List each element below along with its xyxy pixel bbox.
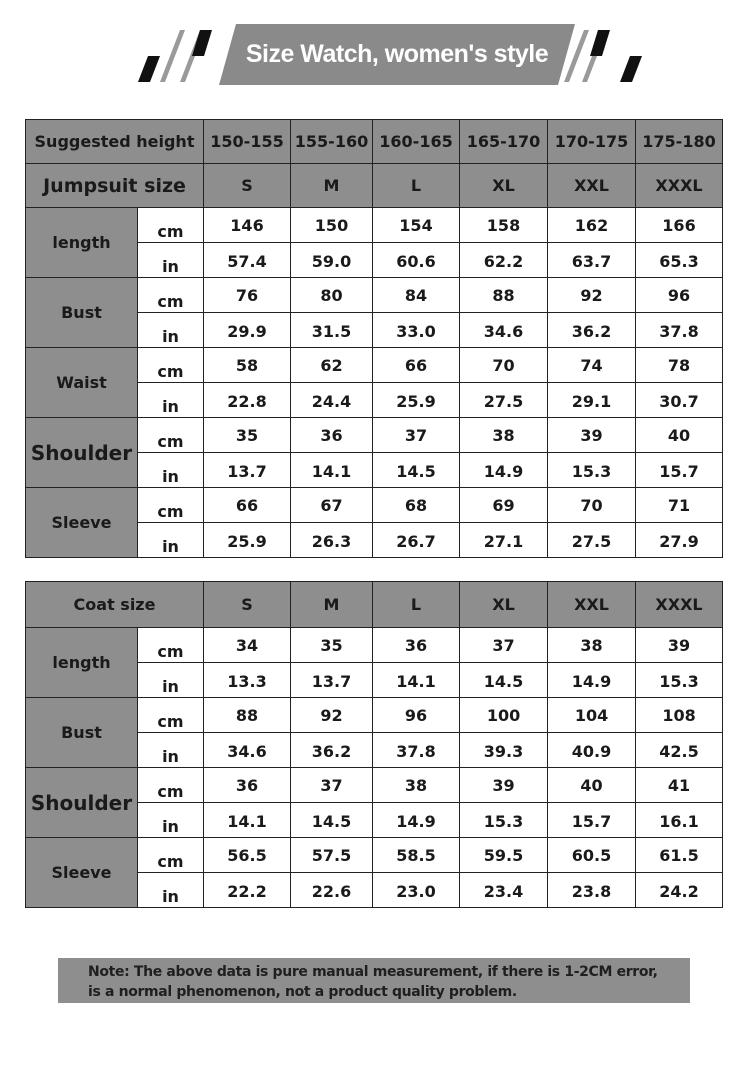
unit-in-label: in — [138, 243, 204, 278]
unit-in-label: in — [138, 313, 204, 348]
table-cell: 166 — [636, 208, 723, 243]
table-cell: 62 — [291, 348, 373, 383]
table-cell: 38 — [460, 418, 548, 453]
size-header-row — [26, 164, 723, 208]
note-line-2: is a normal phenomenon, not a product quality problem. — [88, 984, 517, 1000]
jumpsuit-size-table — [25, 119, 723, 558]
table-row-cm — [26, 418, 723, 453]
table-cell: 34.6 — [460, 313, 548, 348]
table-cell: 84 — [373, 278, 460, 313]
height-range-cell: 150-155 — [204, 120, 291, 164]
table-cell: 69 — [460, 488, 548, 523]
table-cell: 36 — [204, 768, 291, 803]
table-cell: 34 — [204, 628, 291, 663]
size-header-cell: XXL — [548, 582, 636, 628]
measurement-note — [58, 958, 690, 1003]
table-cell: 15.3 — [636, 663, 723, 698]
table-cell: 27.5 — [460, 383, 548, 418]
table-cell: 25.9 — [373, 383, 460, 418]
table-cell: 14.5 — [373, 453, 460, 488]
table-cell: 88 — [204, 698, 291, 733]
table-cell: 38 — [373, 768, 460, 803]
table-row-cm — [26, 628, 723, 663]
unit-cm-label: cm — [138, 488, 204, 523]
table-cell: 27.1 — [460, 523, 548, 558]
table-cell: 60.6 — [373, 243, 460, 278]
table-cell: 59.5 — [460, 838, 548, 873]
table-cell: 38 — [548, 628, 636, 663]
table-cell: 23.4 — [460, 873, 548, 908]
height-range-cell: 165-170 — [460, 120, 548, 164]
table-cell: 29.9 — [204, 313, 291, 348]
table-cell: 41 — [636, 768, 723, 803]
height-range-cell: 170-175 — [548, 120, 636, 164]
suggested-height-label: Suggested height — [26, 120, 204, 164]
table-cell: 158 — [460, 208, 548, 243]
unit-in-label: in — [138, 803, 204, 838]
table-cell: 70 — [460, 348, 548, 383]
table-cell: 57.5 — [291, 838, 373, 873]
size-header-cell: M — [291, 582, 373, 628]
unit-cm-label: cm — [138, 348, 204, 383]
table-cell: 22.6 — [291, 873, 373, 908]
size-header-label: Jumpsuit size — [26, 164, 204, 208]
table-cell: 78 — [636, 348, 723, 383]
unit-cm-label: cm — [138, 768, 204, 803]
size-header-cell: XXXL — [636, 582, 723, 628]
unit-cm-label: cm — [138, 628, 204, 663]
table-cell: 70 — [548, 488, 636, 523]
table-cell: 40 — [636, 418, 723, 453]
unit-in-label: in — [138, 383, 204, 418]
table-cell: 14.1 — [373, 663, 460, 698]
table-cell: 60.5 — [548, 838, 636, 873]
table-cell: 27.9 — [636, 523, 723, 558]
unit-in-label: in — [138, 733, 204, 768]
table-cell: 61.5 — [636, 838, 723, 873]
size-header-cell: S — [204, 582, 291, 628]
table-cell: 23.8 — [548, 873, 636, 908]
table-cell: 71 — [636, 488, 723, 523]
table-cell: 63.7 — [548, 243, 636, 278]
table-cell: 37 — [291, 768, 373, 803]
measurement-label: Bust — [26, 278, 138, 348]
size-header-cell: L — [373, 582, 460, 628]
page-title: Size Watch, women's style — [245, 40, 549, 68]
table-row-cm — [26, 768, 723, 803]
table-cell: 104 — [548, 698, 636, 733]
table-cell: 37 — [373, 418, 460, 453]
size-header-cell: XL — [460, 164, 548, 208]
table-cell: 58.5 — [373, 838, 460, 873]
table-row-cm — [26, 348, 723, 383]
height-header-row — [26, 120, 723, 164]
table-cell: 33.0 — [373, 313, 460, 348]
table-cell: 15.7 — [636, 453, 723, 488]
table-cell: 76 — [204, 278, 291, 313]
table-cell: 13.7 — [204, 453, 291, 488]
table-cell: 36.2 — [548, 313, 636, 348]
table-cell: 66 — [204, 488, 291, 523]
size-header-cell: XXXL — [636, 164, 723, 208]
size-header-row — [26, 582, 723, 628]
size-header-cell: S — [204, 164, 291, 208]
coat-size-table — [25, 581, 723, 908]
table-cell: 15.3 — [460, 803, 548, 838]
table-cell: 39 — [548, 418, 636, 453]
measurement-label: Sleeve — [26, 488, 138, 558]
table-cell: 96 — [636, 278, 723, 313]
unit-in-label: in — [138, 523, 204, 558]
table-cell: 100 — [460, 698, 548, 733]
table-row-cm — [26, 488, 723, 523]
table-cell: 35 — [204, 418, 291, 453]
unit-cm-label: cm — [138, 418, 204, 453]
table-cell: 14.9 — [373, 803, 460, 838]
table-cell: 66 — [373, 348, 460, 383]
table-cell: 36 — [373, 628, 460, 663]
table-cell: 25.9 — [204, 523, 291, 558]
table-cell: 27.5 — [548, 523, 636, 558]
table-cell: 56.5 — [204, 838, 291, 873]
measurement-label: Shoulder — [26, 768, 138, 838]
height-range-cell: 160-165 — [373, 120, 460, 164]
table-cell: 88 — [460, 278, 548, 313]
table-cell: 154 — [373, 208, 460, 243]
measurement-label: Bust — [26, 698, 138, 768]
table-row-cm — [26, 278, 723, 313]
table-cell: 57.4 — [204, 243, 291, 278]
table-cell: 22.8 — [204, 383, 291, 418]
table-cell: 92 — [548, 278, 636, 313]
table-cell: 74 — [548, 348, 636, 383]
table-cell: 35 — [291, 628, 373, 663]
table-cell: 150 — [291, 208, 373, 243]
size-header-label: Coat size — [26, 582, 204, 628]
table-cell: 108 — [636, 698, 723, 733]
unit-cm-label: cm — [138, 838, 204, 873]
table-cell: 14.9 — [460, 453, 548, 488]
table-cell: 37 — [460, 628, 548, 663]
table-cell: 26.7 — [373, 523, 460, 558]
table-cell: 67 — [291, 488, 373, 523]
note-line-1: Note: The above data is pure manual measurement, if there is 1-2CM error, — [88, 964, 658, 980]
table-cell: 39 — [460, 768, 548, 803]
table-cell: 26.3 — [291, 523, 373, 558]
unit-cm-label: cm — [138, 278, 204, 313]
size-header-cell: M — [291, 164, 373, 208]
unit-in-label: in — [138, 453, 204, 488]
table-cell: 37.8 — [636, 313, 723, 348]
table-cell: 146 — [204, 208, 291, 243]
measurement-label: Shoulder — [26, 418, 138, 488]
unit-in-label: in — [138, 873, 204, 908]
table-cell: 37.8 — [373, 733, 460, 768]
table-cell: 92 — [291, 698, 373, 733]
measurement-label: length — [26, 208, 138, 278]
table-cell: 80 — [291, 278, 373, 313]
unit-cm-label: cm — [138, 698, 204, 733]
unit-cm-label: cm — [138, 208, 204, 243]
table-row-cm — [26, 838, 723, 873]
table-cell: 22.2 — [204, 873, 291, 908]
table-cell: 58 — [204, 348, 291, 383]
table-cell: 14.9 — [548, 663, 636, 698]
table-cell: 14.1 — [291, 453, 373, 488]
table-cell: 39.3 — [460, 733, 548, 768]
table-cell: 13.7 — [291, 663, 373, 698]
size-header-cell: XL — [460, 582, 548, 628]
table-cell: 31.5 — [291, 313, 373, 348]
table-cell: 14.5 — [460, 663, 548, 698]
table-cell: 36 — [291, 418, 373, 453]
table-cell: 96 — [373, 698, 460, 733]
size-header-cell: L — [373, 164, 460, 208]
table-cell: 15.3 — [548, 453, 636, 488]
table-row-cm — [26, 698, 723, 733]
table-cell: 36.2 — [291, 733, 373, 768]
table-cell: 16.1 — [636, 803, 723, 838]
unit-in-label: in — [138, 663, 204, 698]
table-cell: 42.5 — [636, 733, 723, 768]
table-cell: 65.3 — [636, 243, 723, 278]
height-range-cell: 175-180 — [636, 120, 723, 164]
table-cell: 23.0 — [373, 873, 460, 908]
right-stripes-decoration — [560, 28, 644, 84]
table-cell: 34.6 — [204, 733, 291, 768]
table-cell: 24.2 — [636, 873, 723, 908]
table-cell: 59.0 — [291, 243, 373, 278]
table-cell: 14.1 — [204, 803, 291, 838]
table-cell: 39 — [636, 628, 723, 663]
table-row-cm — [26, 208, 723, 243]
table-cell: 13.3 — [204, 663, 291, 698]
table-cell: 68 — [373, 488, 460, 523]
table-cell: 40.9 — [548, 733, 636, 768]
table-cell: 15.7 — [548, 803, 636, 838]
measurement-label: Waist — [26, 348, 138, 418]
table-cell: 62.2 — [460, 243, 548, 278]
table-cell: 29.1 — [548, 383, 636, 418]
table-cell: 30.7 — [636, 383, 723, 418]
table-cell: 162 — [548, 208, 636, 243]
measurement-label: length — [26, 628, 138, 698]
table-cell: 40 — [548, 768, 636, 803]
table-cell: 24.4 — [291, 383, 373, 418]
size-header-cell: XXL — [548, 164, 636, 208]
table-cell: 14.5 — [291, 803, 373, 838]
height-range-cell: 155-160 — [291, 120, 373, 164]
measurement-label: Sleeve — [26, 838, 138, 908]
left-stripes-decoration — [138, 28, 222, 84]
